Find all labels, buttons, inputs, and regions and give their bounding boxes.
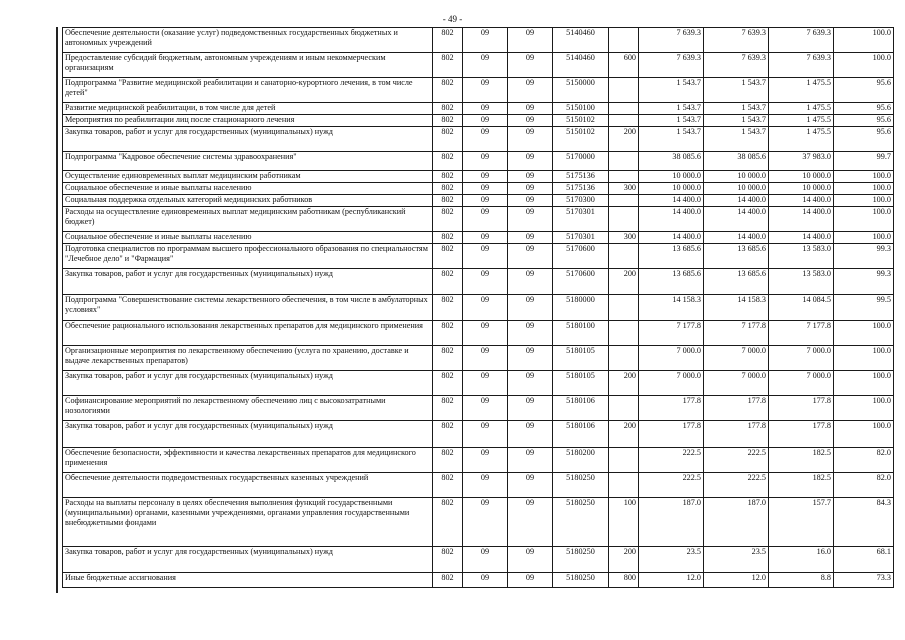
admin-code-cell: 802 xyxy=(433,269,463,295)
approved-amount-cell: 10 000.0 xyxy=(639,171,704,183)
executed-amount-cell: 7 000.0 xyxy=(769,346,834,371)
admin-code-cell: 802 xyxy=(433,171,463,183)
section-code-cell: 09 xyxy=(463,207,508,232)
percent-cell: 73.3 xyxy=(834,573,894,588)
target-article-cell: 5180200 xyxy=(553,448,609,473)
subsection-code-cell: 09 xyxy=(508,396,553,421)
percent-cell: 95.6 xyxy=(834,127,894,152)
row-name-cell: Закупка товаров, работ и услуг для государственных (муниципальных) нужд xyxy=(63,127,433,152)
target-article-cell: 5175136 xyxy=(553,171,609,183)
executed-amount-cell: 10 000.0 xyxy=(769,183,834,195)
expense-type-cell: 200 xyxy=(609,421,639,448)
executed-amount-cell: 7 639.3 xyxy=(769,53,834,78)
percent-cell: 82.0 xyxy=(834,448,894,473)
table-row xyxy=(63,421,894,448)
row-name-cell: Закупка товаров, работ и услуг для государственных (муниципальных) нужд xyxy=(63,547,433,573)
percent-cell: 99.3 xyxy=(834,244,894,269)
executed-amount-cell: 177.8 xyxy=(769,421,834,448)
table-row xyxy=(63,498,894,547)
admin-code-cell: 802 xyxy=(433,346,463,371)
target-article-cell: 5180250 xyxy=(553,547,609,573)
subsection-code-cell: 09 xyxy=(508,547,553,573)
approved-amount-cell: 14 158.3 xyxy=(639,295,704,321)
approved-amount-cell: 38 085.6 xyxy=(639,152,704,171)
target-article-cell: 5175136 xyxy=(553,183,609,195)
executed-amount-cell: 13 583.0 xyxy=(769,244,834,269)
section-code-cell: 09 xyxy=(463,573,508,588)
target-article-cell: 5150100 xyxy=(553,103,609,115)
subsection-code-cell: 09 xyxy=(508,195,553,207)
target-article-cell: 5170600 xyxy=(553,244,609,269)
revised-amount-cell: 1 543.7 xyxy=(704,127,769,152)
table-row xyxy=(63,396,894,421)
percent-cell: 100.0 xyxy=(834,321,894,346)
row-name-cell: Социальное обеспечение и иные выплаты населению xyxy=(63,232,433,244)
revised-amount-cell: 1 543.7 xyxy=(704,115,769,127)
section-code-cell: 09 xyxy=(463,171,508,183)
subsection-code-cell: 09 xyxy=(508,115,553,127)
revised-amount-cell: 14 158.3 xyxy=(704,295,769,321)
row-name-cell: Иные бюджетные ассигнования xyxy=(63,573,433,588)
revised-amount-cell: 7 639.3 xyxy=(704,28,769,53)
section-code-cell: 09 xyxy=(463,396,508,421)
table-row xyxy=(63,573,894,588)
approved-amount-cell: 7 639.3 xyxy=(639,28,704,53)
target-article-cell: 5180105 xyxy=(553,346,609,371)
table-row xyxy=(63,195,894,207)
admin-code-cell: 802 xyxy=(433,195,463,207)
percent-cell: 95.6 xyxy=(834,115,894,127)
row-name-cell: Расходы на осуществление единовременных выплат медицинским работникам (республиканский бюджет) xyxy=(63,207,433,232)
table-row xyxy=(63,244,894,269)
admin-code-cell: 802 xyxy=(433,244,463,269)
approved-amount-cell: 7 000.0 xyxy=(639,346,704,371)
expense-type-cell: 600 xyxy=(609,53,639,78)
percent-cell: 95.6 xyxy=(834,103,894,115)
percent-cell: 100.0 xyxy=(834,28,894,53)
row-name-cell: Обеспечение безопасности, эффективности и качества лекарственных препаратов для медицинского применения xyxy=(63,448,433,473)
revised-amount-cell: 1 543.7 xyxy=(704,103,769,115)
target-article-cell: 5140460 xyxy=(553,53,609,78)
budget-table xyxy=(62,27,894,588)
executed-amount-cell: 8.8 xyxy=(769,573,834,588)
expense-type-cell xyxy=(609,152,639,171)
target-article-cell: 5180106 xyxy=(553,396,609,421)
subsection-code-cell: 09 xyxy=(508,127,553,152)
target-article-cell: 5170600 xyxy=(553,269,609,295)
target-article-cell: 5180105 xyxy=(553,371,609,396)
percent-cell: 99.3 xyxy=(834,269,894,295)
table-row xyxy=(63,473,894,498)
section-code-cell: 09 xyxy=(463,103,508,115)
revised-amount-cell: 187.0 xyxy=(704,498,769,547)
percent-cell: 84.3 xyxy=(834,498,894,547)
executed-amount-cell: 10 000.0 xyxy=(769,171,834,183)
subsection-code-cell: 09 xyxy=(508,421,553,448)
section-code-cell: 09 xyxy=(463,547,508,573)
expense-type-cell xyxy=(609,295,639,321)
admin-code-cell: 802 xyxy=(433,498,463,547)
subsection-code-cell: 09 xyxy=(508,269,553,295)
subsection-code-cell: 09 xyxy=(508,183,553,195)
approved-amount-cell: 23.5 xyxy=(639,547,704,573)
executed-amount-cell: 177.8 xyxy=(769,396,834,421)
revised-amount-cell: 222.5 xyxy=(704,448,769,473)
subsection-code-cell: 09 xyxy=(508,573,553,588)
expense-type-cell xyxy=(609,207,639,232)
percent-cell: 99.5 xyxy=(834,295,894,321)
admin-code-cell: 802 xyxy=(433,396,463,421)
subsection-code-cell: 09 xyxy=(508,371,553,396)
admin-code-cell: 802 xyxy=(433,547,463,573)
percent-cell: 95.6 xyxy=(834,78,894,103)
target-article-cell: 5180250 xyxy=(553,473,609,498)
revised-amount-cell: 1 543.7 xyxy=(704,78,769,103)
expense-type-cell xyxy=(609,396,639,421)
percent-cell: 100.0 xyxy=(834,421,894,448)
row-name-cell: Обеспечение деятельности подведомственных государственных казенных учреждений xyxy=(63,473,433,498)
subsection-code-cell: 09 xyxy=(508,346,553,371)
target-article-cell: 5170301 xyxy=(553,232,609,244)
row-name-cell: Подпрограмма "Совершенствование системы лекарственного обеспечения, в том числе в амбулаторных условиях" xyxy=(63,295,433,321)
approved-amount-cell: 222.5 xyxy=(639,448,704,473)
subsection-code-cell: 09 xyxy=(508,295,553,321)
admin-code-cell: 802 xyxy=(433,28,463,53)
section-code-cell: 09 xyxy=(463,53,508,78)
approved-amount-cell: 1 543.7 xyxy=(639,115,704,127)
approved-amount-cell: 177.8 xyxy=(639,421,704,448)
approved-amount-cell: 14 400.0 xyxy=(639,232,704,244)
admin-code-cell: 802 xyxy=(433,78,463,103)
row-name-cell: Закупка товаров, работ и услуг для государственных (муниципальных) нужд xyxy=(63,269,433,295)
table-row xyxy=(63,115,894,127)
approved-amount-cell: 187.0 xyxy=(639,498,704,547)
section-code-cell: 09 xyxy=(463,269,508,295)
table-row xyxy=(63,127,894,152)
table-row xyxy=(63,269,894,295)
section-code-cell: 09 xyxy=(463,421,508,448)
percent-cell: 100.0 xyxy=(834,346,894,371)
revised-amount-cell: 7 000.0 xyxy=(704,346,769,371)
target-article-cell: 5140460 xyxy=(553,28,609,53)
admin-code-cell: 802 xyxy=(433,53,463,78)
section-code-cell: 09 xyxy=(463,346,508,371)
executed-amount-cell: 182.5 xyxy=(769,448,834,473)
table-row xyxy=(63,103,894,115)
target-article-cell: 5180100 xyxy=(553,321,609,346)
table-row xyxy=(63,371,894,396)
percent-cell: 100.0 xyxy=(834,207,894,232)
section-code-cell: 09 xyxy=(463,232,508,244)
row-name-cell: Организационные мероприятия по лекарственному обеспечению (услуга по хранению, доставке и выдаче лекарственных препаратов) xyxy=(63,346,433,371)
percent-cell: 82.0 xyxy=(834,473,894,498)
section-code-cell: 09 xyxy=(463,78,508,103)
section-code-cell: 09 xyxy=(463,28,508,53)
subsection-code-cell: 09 xyxy=(508,152,553,171)
expense-type-cell xyxy=(609,244,639,269)
executed-amount-cell: 37 983.0 xyxy=(769,152,834,171)
section-code-cell: 09 xyxy=(463,295,508,321)
approved-amount-cell: 1 543.7 xyxy=(639,103,704,115)
row-name-cell: Закупка товаров, работ и услуг для государственных (муниципальных) нужд xyxy=(63,421,433,448)
revised-amount-cell: 38 085.6 xyxy=(704,152,769,171)
row-name-cell: Подпрограмма "Кадровое обеспечение системы здравоохранения" xyxy=(63,152,433,171)
percent-cell: 100.0 xyxy=(834,371,894,396)
target-article-cell: 5170000 xyxy=(553,152,609,171)
admin-code-cell: 802 xyxy=(433,152,463,171)
subsection-code-cell: 09 xyxy=(508,78,553,103)
subsection-code-cell: 09 xyxy=(508,244,553,269)
expense-type-cell xyxy=(609,321,639,346)
row-name-cell: Обеспечение рационального использования лекарственных препаратов для медицинского применения xyxy=(63,321,433,346)
approved-amount-cell: 10 000.0 xyxy=(639,183,704,195)
executed-amount-cell: 157.7 xyxy=(769,498,834,547)
target-article-cell: 5150000 xyxy=(553,78,609,103)
revised-amount-cell: 14 400.0 xyxy=(704,195,769,207)
admin-code-cell: 802 xyxy=(433,127,463,152)
revised-amount-cell: 177.8 xyxy=(704,396,769,421)
expense-type-cell xyxy=(609,448,639,473)
admin-code-cell: 802 xyxy=(433,295,463,321)
expense-type-cell xyxy=(609,78,639,103)
approved-amount-cell: 177.8 xyxy=(639,396,704,421)
expense-type-cell xyxy=(609,28,639,53)
executed-amount-cell: 13 583.0 xyxy=(769,269,834,295)
executed-amount-cell: 14 084.5 xyxy=(769,295,834,321)
table-row xyxy=(63,547,894,573)
revised-amount-cell: 177.8 xyxy=(704,421,769,448)
admin-code-cell: 802 xyxy=(433,115,463,127)
target-article-cell: 5170300 xyxy=(553,195,609,207)
expense-type-cell: 200 xyxy=(609,371,639,396)
section-code-cell: 09 xyxy=(463,321,508,346)
executed-amount-cell: 1 475.5 xyxy=(769,127,834,152)
subsection-code-cell: 09 xyxy=(508,498,553,547)
executed-amount-cell: 1 475.5 xyxy=(769,115,834,127)
row-name-cell: Предоставление субсидий бюджетным, автономным учреждениям и иным некоммерческим организациям xyxy=(63,53,433,78)
percent-cell: 99.7 xyxy=(834,152,894,171)
scan-edge-line xyxy=(56,27,58,593)
subsection-code-cell: 09 xyxy=(508,28,553,53)
revised-amount-cell: 14 400.0 xyxy=(704,232,769,244)
section-code-cell: 09 xyxy=(463,371,508,396)
approved-amount-cell: 1 543.7 xyxy=(639,127,704,152)
target-article-cell: 5180000 xyxy=(553,295,609,321)
subsection-code-cell: 09 xyxy=(508,321,553,346)
table-row xyxy=(63,171,894,183)
expense-type-cell xyxy=(609,171,639,183)
subsection-code-cell: 09 xyxy=(508,171,553,183)
section-code-cell: 09 xyxy=(463,152,508,171)
revised-amount-cell: 7 000.0 xyxy=(704,371,769,396)
row-name-cell: Развитие медицинской реабилитации, в том числе для детей xyxy=(63,103,433,115)
percent-cell: 68.1 xyxy=(834,547,894,573)
subsection-code-cell: 09 xyxy=(508,448,553,473)
row-name-cell: Мероприятия по реабилитации лиц после стационарного лечения xyxy=(63,115,433,127)
executed-amount-cell: 7 639.3 xyxy=(769,28,834,53)
table-row xyxy=(63,448,894,473)
section-code-cell: 09 xyxy=(463,183,508,195)
admin-code-cell: 802 xyxy=(433,321,463,346)
section-code-cell: 09 xyxy=(463,498,508,547)
table-row xyxy=(63,346,894,371)
admin-code-cell: 802 xyxy=(433,207,463,232)
executed-amount-cell: 182.5 xyxy=(769,473,834,498)
revised-amount-cell: 10 000.0 xyxy=(704,183,769,195)
revised-amount-cell: 13 685.6 xyxy=(704,269,769,295)
executed-amount-cell: 14 400.0 xyxy=(769,195,834,207)
row-name-cell: Закупка товаров, работ и услуг для государственных (муниципальных) нужд xyxy=(63,371,433,396)
admin-code-cell: 802 xyxy=(433,473,463,498)
subsection-code-cell: 09 xyxy=(508,103,553,115)
executed-amount-cell: 7 177.8 xyxy=(769,321,834,346)
table-row xyxy=(63,232,894,244)
target-article-cell: 5150102 xyxy=(553,127,609,152)
revised-amount-cell: 222.5 xyxy=(704,473,769,498)
admin-code-cell: 802 xyxy=(433,183,463,195)
revised-amount-cell: 14 400.0 xyxy=(704,207,769,232)
target-article-cell: 5180250 xyxy=(553,498,609,547)
admin-code-cell: 802 xyxy=(433,371,463,396)
approved-amount-cell: 13 685.6 xyxy=(639,244,704,269)
target-article-cell: 5180106 xyxy=(553,421,609,448)
row-name-cell: Социальное обеспечение и иные выплаты населению xyxy=(63,183,433,195)
expense-type-cell xyxy=(609,195,639,207)
approved-amount-cell: 12.0 xyxy=(639,573,704,588)
approved-amount-cell: 14 400.0 xyxy=(639,207,704,232)
target-article-cell: 5170301 xyxy=(553,207,609,232)
percent-cell: 100.0 xyxy=(834,396,894,421)
approved-amount-cell: 7 177.8 xyxy=(639,321,704,346)
approved-amount-cell: 14 400.0 xyxy=(639,195,704,207)
row-name-cell: Расходы на выплаты персоналу в целях обеспечения выполнения функций государственными (муниципальными) органами, казенными учреждениями, органами управления государственными внебюджетными фондами xyxy=(63,498,433,547)
admin-code-cell: 802 xyxy=(433,573,463,588)
target-article-cell: 5150102 xyxy=(553,115,609,127)
row-name-cell: Социальная поддержка отдельных категорий медицинских работников xyxy=(63,195,433,207)
table-row xyxy=(63,53,894,78)
expense-type-cell: 800 xyxy=(609,573,639,588)
section-code-cell: 09 xyxy=(463,473,508,498)
expense-type-cell: 200 xyxy=(609,547,639,573)
executed-amount-cell: 14 400.0 xyxy=(769,232,834,244)
row-name-cell: Софинансирование мероприятий по лекарственному обеспечению лиц с высокозатратными нозологиями xyxy=(63,396,433,421)
table-row xyxy=(63,321,894,346)
approved-amount-cell: 222.5 xyxy=(639,473,704,498)
approved-amount-cell: 1 543.7 xyxy=(639,78,704,103)
row-name-cell: Подпрограмма "Развитие медицинской реабилитации и санаторно-курортного лечения, в том числе детей" xyxy=(63,78,433,103)
subsection-code-cell: 09 xyxy=(508,473,553,498)
target-article-cell: 5180250 xyxy=(553,573,609,588)
section-code-cell: 09 xyxy=(463,244,508,269)
expense-type-cell: 300 xyxy=(609,183,639,195)
revised-amount-cell: 23.5 xyxy=(704,547,769,573)
admin-code-cell: 802 xyxy=(433,421,463,448)
revised-amount-cell: 10 000.0 xyxy=(704,171,769,183)
percent-cell: 100.0 xyxy=(834,171,894,183)
section-code-cell: 09 xyxy=(463,127,508,152)
approved-amount-cell: 7 639.3 xyxy=(639,53,704,78)
expense-type-cell: 100 xyxy=(609,498,639,547)
subsection-code-cell: 09 xyxy=(508,53,553,78)
admin-code-cell: 802 xyxy=(433,448,463,473)
approved-amount-cell: 13 685.6 xyxy=(639,269,704,295)
executed-amount-cell: 1 475.5 xyxy=(769,78,834,103)
section-code-cell: 09 xyxy=(463,448,508,473)
table-row xyxy=(63,152,894,171)
row-name-cell: Осуществление единовременных выплат медицинским работникам xyxy=(63,171,433,183)
table-row xyxy=(63,183,894,195)
expense-type-cell xyxy=(609,115,639,127)
revised-amount-cell: 7 177.8 xyxy=(704,321,769,346)
percent-cell: 100.0 xyxy=(834,53,894,78)
percent-cell: 100.0 xyxy=(834,232,894,244)
subsection-code-cell: 09 xyxy=(508,232,553,244)
expense-type-cell: 200 xyxy=(609,269,639,295)
executed-amount-cell: 16.0 xyxy=(769,547,834,573)
executed-amount-cell: 1 475.5 xyxy=(769,103,834,115)
expense-type-cell xyxy=(609,346,639,371)
revised-amount-cell: 7 639.3 xyxy=(704,53,769,78)
row-name-cell: Подготовка специалистов по программам высшего профессионального образования по специальностям "Лечебное дело" и "Фармация" xyxy=(63,244,433,269)
admin-code-cell: 802 xyxy=(433,103,463,115)
table-row xyxy=(63,28,894,53)
table-row xyxy=(63,78,894,103)
approved-amount-cell: 7 000.0 xyxy=(639,371,704,396)
section-code-cell: 09 xyxy=(463,195,508,207)
page-number: - 49 - xyxy=(442,14,463,24)
revised-amount-cell: 13 685.6 xyxy=(704,244,769,269)
admin-code-cell: 802 xyxy=(433,232,463,244)
expense-type-cell: 300 xyxy=(609,232,639,244)
row-name-cell: Обеспечение деятельности (оказание услуг) подведомственных государственных бюджетных и автономных учреждений xyxy=(63,28,433,53)
expense-type-cell: 200 xyxy=(609,127,639,152)
revised-amount-cell: 12.0 xyxy=(704,573,769,588)
subsection-code-cell: 09 xyxy=(508,207,553,232)
section-code-cell: 09 xyxy=(463,115,508,127)
executed-amount-cell: 14 400.0 xyxy=(769,207,834,232)
executed-amount-cell: 7 000.0 xyxy=(769,371,834,396)
percent-cell: 100.0 xyxy=(834,195,894,207)
expense-type-cell xyxy=(609,103,639,115)
expense-type-cell xyxy=(609,473,639,498)
table-row xyxy=(63,295,894,321)
table-row xyxy=(63,207,894,232)
percent-cell: 100.0 xyxy=(834,183,894,195)
